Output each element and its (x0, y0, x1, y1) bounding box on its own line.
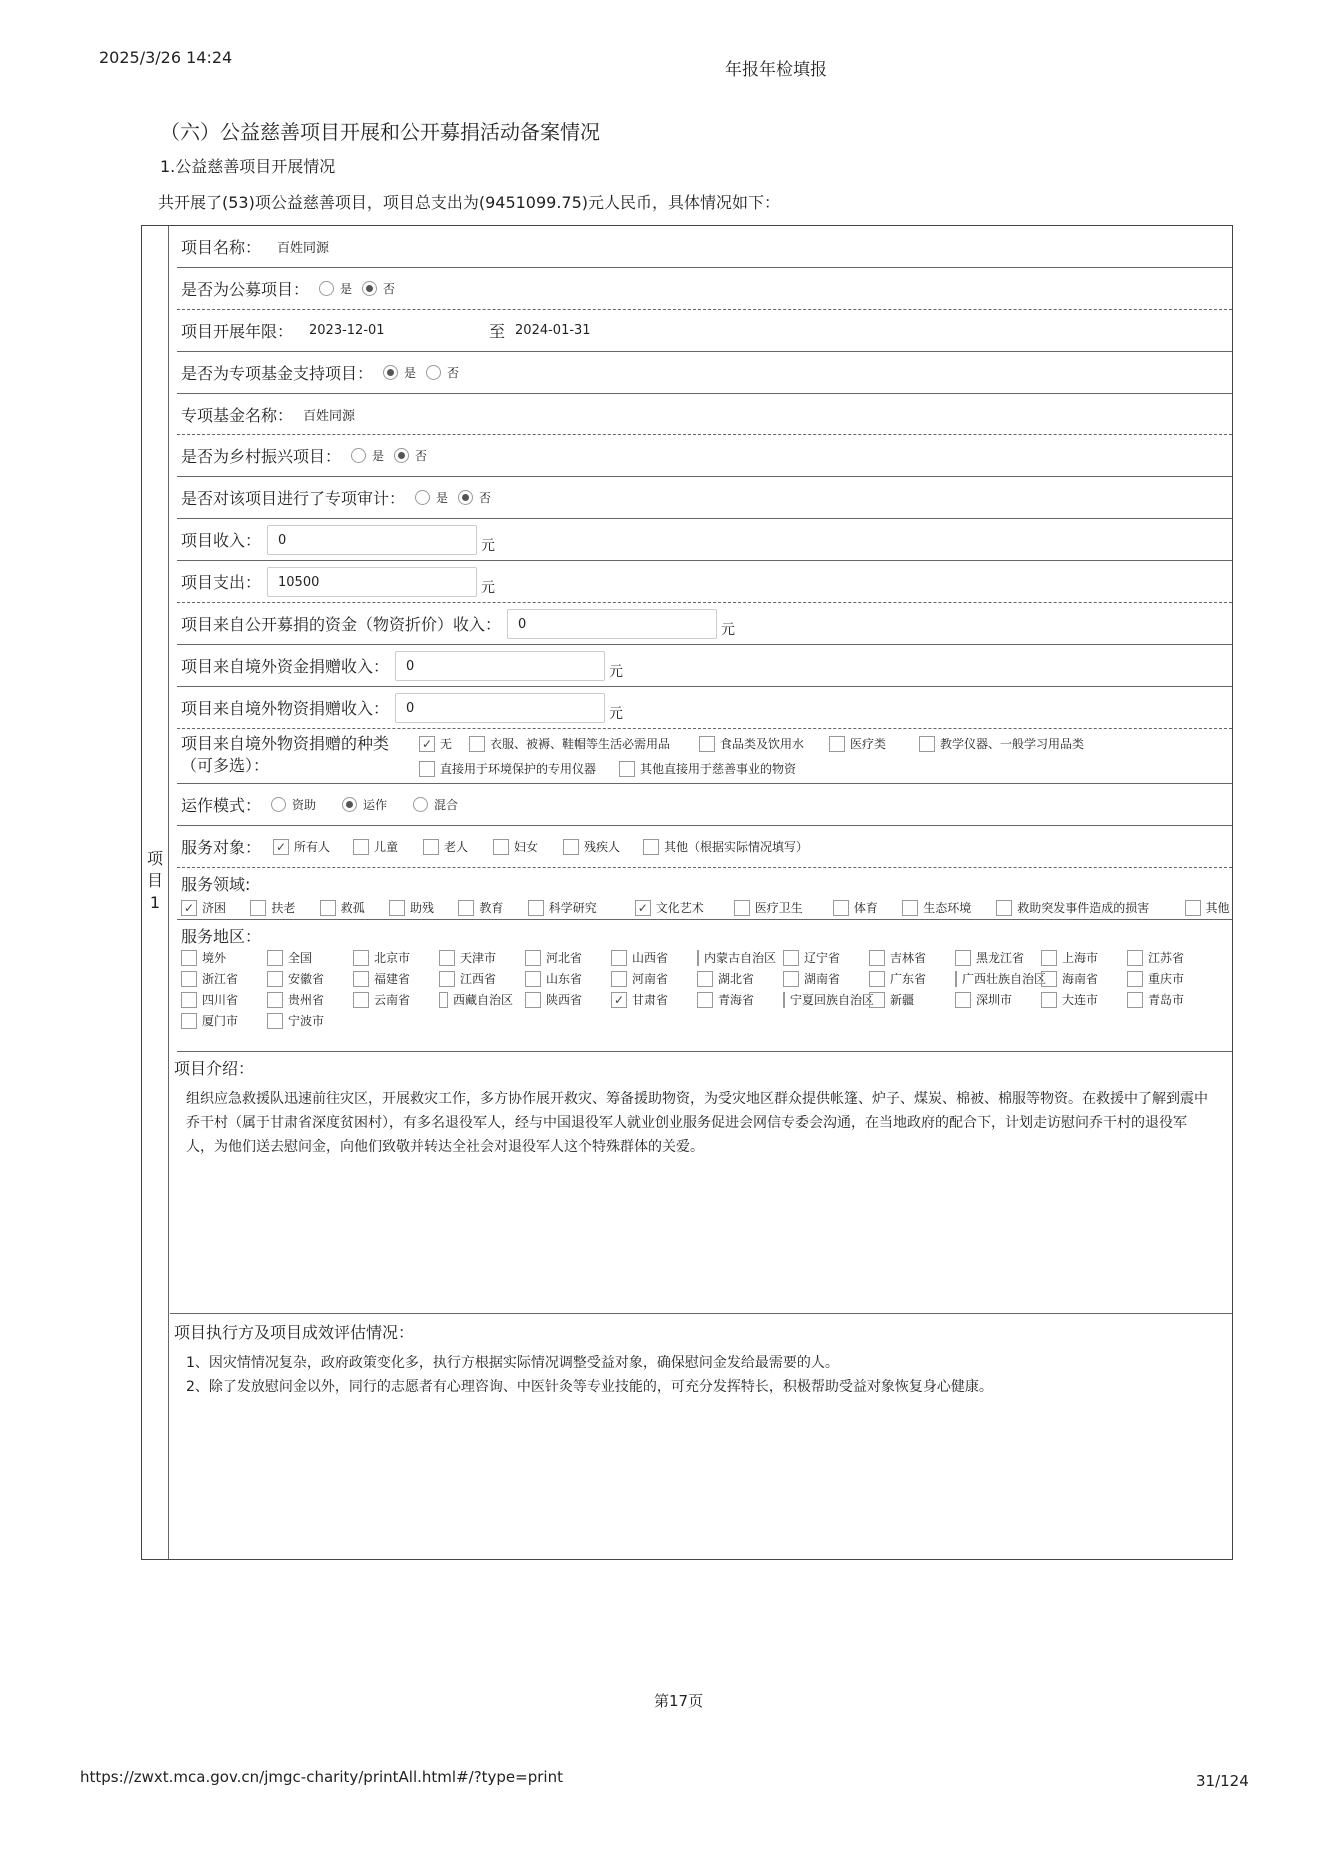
public-raise-input[interactable]: 0 (507, 609, 717, 639)
field-option-label: 体育 (853, 901, 878, 915)
public-fund-yes-label: 是 (340, 282, 353, 296)
target-option[interactable] (551, 838, 631, 855)
region-checkbox[interactable] (525, 971, 541, 987)
field-checkbox[interactable] (320, 900, 336, 916)
income-label: 项目收入： (181, 531, 262, 550)
region-option-label: 深圳市 (976, 993, 1013, 1007)
region-checkbox[interactable]: ✓ (611, 992, 627, 1008)
goods-type-option[interactable] (607, 760, 827, 777)
target-checkbox[interactable] (643, 839, 659, 855)
goods-type-checkbox[interactable] (699, 736, 715, 752)
region-option-label: 西藏自治区 (452, 993, 513, 1007)
regions-label: 服务地区： (181, 927, 262, 946)
goods-type-checkbox[interactable]: ✓ (419, 736, 435, 752)
rural-yes-label: 是 (372, 449, 385, 463)
row-execution (170, 1314, 1232, 1561)
region-option[interactable] (169, 991, 255, 1008)
region-option-label: 云南省 (374, 993, 411, 1007)
goods-type-option-label: 无 (440, 737, 453, 751)
region-option[interactable] (1115, 949, 1201, 966)
field-option[interactable] (984, 899, 1172, 916)
expense-label: 项目支出： (181, 573, 262, 592)
period-start-value[interactable]: 2023-12-01 (309, 323, 385, 338)
rural-yes-radio[interactable] (351, 448, 366, 463)
region-option-label: 上海市 (1062, 951, 1099, 965)
intro-label: 项目介绍： (174, 1059, 255, 1078)
region-option-label: 宁波市 (288, 1014, 325, 1028)
region-option[interactable] (685, 970, 771, 987)
region-option-label: 山东省 (546, 972, 583, 986)
field-option[interactable] (623, 899, 722, 916)
region-option-label: 湖北省 (718, 972, 755, 986)
public-raise-unit: 元 (721, 621, 736, 638)
region-option-label: 内蒙古自治区 (704, 951, 777, 965)
region-checkbox[interactable] (1041, 971, 1057, 987)
goods-types-label-line1: 项目来自境外物资捐赠的种类 (181, 734, 390, 753)
row-mode (177, 784, 1232, 826)
public-raise-label: 项目来自公开募捐的资金（物资折价）收入： (181, 615, 502, 634)
target-option-label: 儿童 (374, 840, 399, 854)
region-option[interactable] (427, 970, 513, 987)
project-name-value[interactable]: 百姓同源 (277, 241, 330, 256)
row-intro (170, 1052, 1232, 1314)
field-option-label: 文化艺术 (655, 901, 704, 915)
target-option[interactable] (481, 838, 551, 855)
region-checkbox[interactable] (1041, 950, 1057, 966)
region-option[interactable] (599, 991, 685, 1008)
region-checkbox[interactable] (1127, 992, 1143, 1008)
income-unit: 元 (481, 537, 496, 554)
foreign-funds-unit: 元 (609, 663, 624, 680)
goods-type-checkbox[interactable] (619, 761, 635, 777)
field-option[interactable] (308, 899, 377, 916)
goods-type-checkbox[interactable] (469, 736, 485, 752)
field-checkbox[interactable]: ✓ (181, 900, 197, 916)
region-option-label: 天津市 (460, 951, 497, 965)
field-checkbox[interactable] (996, 900, 1012, 916)
region-option-label: 海南省 (1062, 972, 1099, 986)
region-option[interactable] (685, 949, 777, 966)
row-fields (177, 868, 1232, 920)
region-option-label: 大连市 (1062, 993, 1099, 1007)
period-to-label: 至 (489, 322, 506, 341)
row-rural (177, 435, 1232, 477)
region-option[interactable] (857, 949, 943, 966)
target-option[interactable] (631, 838, 831, 855)
goods-type-option[interactable] (457, 735, 687, 752)
field-option-label: 科学研究 (548, 901, 597, 915)
region-checkbox[interactable] (1127, 950, 1143, 966)
targets-options (261, 838, 831, 855)
field-option-label: 助残 (410, 901, 435, 915)
rural-no-label: 否 (415, 449, 428, 463)
region-option-label: 河南省 (632, 972, 669, 986)
region-option[interactable] (599, 970, 685, 987)
foreign-funds-input[interactable]: 0 (395, 651, 605, 681)
region-option[interactable] (341, 949, 427, 966)
region-checkbox[interactable] (1041, 992, 1057, 1008)
expense-input[interactable]: 10500 (267, 567, 477, 597)
region-option-label: 黑龙江省 (976, 951, 1025, 965)
goods-type-option[interactable] (907, 735, 1107, 752)
region-checkbox[interactable] (783, 971, 799, 987)
field-option[interactable] (1173, 899, 1232, 916)
special-fund-no-radio[interactable] (426, 365, 441, 380)
field-option[interactable] (890, 899, 984, 916)
region-checkbox[interactable] (1127, 971, 1143, 987)
region-option[interactable] (771, 970, 857, 987)
field-option[interactable] (446, 899, 515, 916)
field-checkbox[interactable] (528, 900, 544, 916)
region-option[interactable] (513, 970, 599, 987)
fund-name-value[interactable]: 百姓同源 (303, 408, 356, 424)
execution-label: 项目执行方及项目成效评估情况： (174, 1323, 415, 1342)
region-checkbox[interactable] (439, 971, 455, 987)
special-fund-no-label: 否 (447, 366, 460, 380)
region-checkbox[interactable] (955, 992, 971, 1008)
print-url[interactable]: https://zwxt.mca.gov.cn/jmgc-charity/printAll.html#/?type=print (80, 1768, 563, 1786)
region-option[interactable] (427, 949, 513, 966)
goods-types-label (181, 729, 426, 777)
region-checkbox[interactable] (697, 950, 699, 966)
region-checkbox[interactable] (525, 992, 541, 1008)
region-option[interactable] (255, 991, 341, 1008)
field-checkbox[interactable] (250, 900, 266, 916)
region-option[interactable] (427, 991, 513, 1008)
region-checkbox[interactable] (439, 950, 455, 966)
region-option[interactable] (857, 991, 943, 1008)
region-option[interactable] (255, 1012, 341, 1029)
region-option[interactable] (1029, 991, 1115, 1008)
target-option[interactable] (261, 838, 341, 855)
region-option[interactable] (771, 991, 875, 1008)
regions-options (169, 949, 1209, 1029)
region-option-label: 江苏省 (1148, 951, 1185, 965)
target-checkbox[interactable] (493, 839, 509, 855)
row-fund-name (177, 394, 1232, 435)
region-option-label: 重庆市 (1148, 972, 1185, 986)
row-special-fund (177, 352, 1232, 394)
region-option-label: 山西省 (632, 951, 669, 965)
field-checkbox[interactable] (734, 900, 750, 916)
project-index-column (142, 226, 169, 1559)
region-option[interactable] (513, 949, 599, 966)
region-checkbox[interactable] (955, 950, 971, 966)
field-option-label: 济困 (202, 901, 227, 915)
goods-types-options (407, 735, 1237, 777)
region-option[interactable] (943, 991, 1029, 1008)
region-option[interactable] (1029, 949, 1115, 966)
execution-line-2: 2、除了发放慰问金以外，同行的志愿者有心理咨询、中医针灸等专业技能的，可充分发挥特长，积极帮助受益对象恢复身心健康。 (186, 1379, 993, 1395)
region-checkbox[interactable] (353, 950, 369, 966)
region-option[interactable] (169, 949, 255, 966)
region-option[interactable] (341, 970, 427, 987)
row-public-fund (177, 268, 1232, 310)
special-fund-yes-radio[interactable] (383, 365, 398, 380)
page-number: 第17页 (654, 1692, 704, 1710)
print-datetime: 2025/3/26 14:24 (99, 48, 233, 67)
region-option-label: 青岛市 (1148, 993, 1185, 1007)
mode-radio[interactable] (342, 797, 357, 812)
region-checkbox[interactable] (783, 992, 785, 1008)
goods-type-option-label: 衣服、被褥、鞋帽等生活必需用品 (490, 737, 671, 751)
region-option-label: 河北省 (546, 951, 583, 965)
region-checkbox[interactable] (267, 1013, 283, 1029)
region-option[interactable] (771, 949, 857, 966)
target-option-label: 妇女 (514, 840, 539, 854)
project-form (141, 225, 1233, 1560)
goods-type-option[interactable] (687, 735, 817, 752)
region-option-label: 广西壮族自治区 (962, 972, 1047, 986)
region-checkbox[interactable] (697, 992, 713, 1008)
goods-type-option-label: 医疗类 (850, 737, 887, 751)
goods-type-option-label: 直接用于环境保护的专用仪器 (440, 762, 597, 776)
region-option-label: 陕西省 (546, 993, 583, 1007)
mode-radio[interactable] (413, 797, 428, 812)
target-checkbox[interactable] (563, 839, 579, 855)
section-title: （六）公益慈善项目开展和公开募捐活动备案情况 (160, 120, 600, 144)
region-checkbox[interactable] (267, 971, 283, 987)
region-option-label: 吉林省 (890, 951, 927, 965)
project-index-label: 项目1 (147, 849, 164, 912)
public-fund-label: 是否为公募项目： (181, 280, 310, 299)
field-option[interactable] (821, 899, 890, 916)
audit-yes-radio[interactable] (415, 490, 430, 505)
field-checkbox[interactable] (1185, 900, 1201, 916)
region-checkbox[interactable] (181, 992, 197, 1008)
page-count: 31/124 (1196, 1772, 1249, 1790)
targets-label: 服务对象： (181, 838, 262, 857)
target-checkbox[interactable]: ✓ (273, 839, 289, 855)
region-checkbox[interactable] (869, 971, 885, 987)
region-option[interactable] (341, 991, 427, 1008)
field-option[interactable] (238, 899, 307, 916)
region-checkbox[interactable] (611, 971, 627, 987)
region-option-label: 安徽省 (288, 972, 325, 986)
field-option-label: 扶老 (271, 901, 296, 915)
region-checkbox[interactable] (869, 950, 885, 966)
goods-type-checkbox[interactable] (419, 761, 435, 777)
mode-radio[interactable] (271, 797, 286, 812)
region-checkbox[interactable] (869, 992, 885, 1008)
rural-label: 是否为乡村振兴项目： (181, 447, 342, 466)
field-option[interactable] (169, 899, 238, 916)
project-summary: 共开展了(53)项公益慈善项目，项目总支出为(9451099.75)元人民币，具体情况如下： (158, 193, 781, 212)
region-option-label: 浙江省 (202, 972, 239, 986)
special-fund-yes-label: 是 (404, 366, 417, 380)
audit-label: 是否对该项目进行了专项审计： (181, 489, 406, 508)
fields-label: 服务领域: (181, 875, 251, 894)
region-option-label: 湖南省 (804, 972, 841, 986)
region-option-label: 青海省 (718, 993, 755, 1007)
region-checkbox[interactable] (353, 992, 369, 1008)
region-option[interactable] (513, 991, 599, 1008)
expense-unit: 元 (481, 579, 496, 596)
mode-options (261, 796, 474, 813)
region-option[interactable] (255, 970, 341, 987)
row-regions (177, 920, 1232, 1052)
region-option-label: 北京市 (374, 951, 411, 965)
target-option-label: 老人 (444, 840, 469, 854)
target-option-label: 其他（根据实际情况填写） (664, 840, 809, 854)
row-project-name (177, 226, 1232, 268)
audit-no-label: 否 (479, 491, 492, 505)
audit-yes-label: 是 (436, 491, 449, 505)
region-checkbox[interactable] (181, 971, 197, 987)
period-end-value[interactable]: 2024-01-31 (515, 323, 591, 338)
region-option[interactable] (1115, 970, 1201, 987)
region-option[interactable] (599, 949, 685, 966)
region-option-label: 广东省 (890, 972, 927, 986)
field-option[interactable] (516, 899, 623, 916)
row-goods-types (177, 729, 1232, 784)
intro-text[interactable]: 组织应急救援队迅速前往灾区，开展救灾工作，多方协作展开救灾、筹备援助物资，为受灾地区群众提供帐篷、炉子、煤炭、棉被、棉服等物资。在救援中了解到震中乔干村（属于甘肃省深度贫困村），有多名退役军人，经与中国退役军人就业创业服务促进会网信专委会沟通，在当地政府的配合下，计划走访慰问乔干村的退役军人，为他们送去慰问金，向他们致敬并转达全社会对退役军人这个特殊群体的关爱。 (186, 1091, 1208, 1155)
field-checkbox[interactable] (833, 900, 849, 916)
foreign-goods-unit: 元 (609, 705, 624, 722)
field-checkbox[interactable] (389, 900, 405, 916)
subsection-title: 1.公益慈善项目开展情况 (160, 157, 336, 176)
income-input[interactable]: 0 (267, 525, 477, 555)
execution-text[interactable] (174, 1343, 1222, 1399)
field-checkbox[interactable] (458, 900, 474, 916)
period-label: 项目开展年限： (181, 322, 294, 341)
goods-type-checkbox[interactable] (919, 736, 935, 752)
row-targets (177, 826, 1232, 868)
region-option[interactable] (857, 970, 943, 987)
region-option-label: 辽宁省 (804, 951, 841, 965)
region-checkbox[interactable] (181, 1013, 197, 1029)
region-option-label: 贵州省 (288, 993, 325, 1007)
goods-type-option-label: 其他直接用于慈善事业的物资 (640, 762, 797, 776)
goods-types-label-line2: （可多选）： (181, 756, 270, 775)
region-checkbox[interactable] (353, 971, 369, 987)
region-checkbox[interactable] (611, 950, 627, 966)
region-option-label: 福建省 (374, 972, 411, 986)
region-option[interactable] (255, 949, 341, 966)
region-option[interactable] (169, 1012, 255, 1029)
region-checkbox[interactable] (525, 950, 541, 966)
region-option-label: 宁夏回族自治区 (790, 993, 875, 1007)
region-checkbox[interactable] (267, 950, 283, 966)
field-option-label: 教育 (479, 901, 504, 915)
execution-line-1: 1、因灾情情况复杂，政府政策变化多，执行方根据实际情况调整受益对象，确保慰问金发给最需要的人。 (186, 1355, 839, 1371)
mode-option-label: 混合 (434, 798, 459, 812)
mode-option-label: 运作 (363, 798, 388, 812)
region-option[interactable] (943, 970, 1047, 987)
field-option-label: 医疗卫生 (754, 901, 803, 915)
foreign-funds-label: 项目来自境外资金捐赠收入： (181, 657, 390, 676)
region-checkbox[interactable] (181, 950, 197, 966)
region-option-label: 厦门市 (202, 1014, 239, 1028)
foreign-goods-input[interactable]: 0 (395, 693, 605, 723)
field-option-label: 救助突发事件造成的损害 (1017, 901, 1150, 915)
fund-name-label: 专项基金名称： (181, 405, 294, 425)
target-option[interactable] (411, 838, 481, 855)
region-option[interactable] (1115, 991, 1201, 1008)
row-period (177, 310, 1232, 352)
foreign-goods-label: 项目来自境外物资捐赠收入： (181, 699, 390, 718)
row-public-raise (177, 603, 1232, 645)
goods-type-option[interactable] (407, 735, 457, 752)
region-option-label: 境外 (202, 951, 227, 965)
goods-type-option-label: 食品类及饮用水 (720, 737, 805, 751)
region-option-label: 江西省 (460, 972, 497, 986)
region-checkbox[interactable] (439, 992, 448, 1008)
field-option-label: 救孤 (340, 901, 365, 915)
public-fund-no-label: 否 (383, 282, 396, 296)
region-option-label: 新疆 (890, 993, 915, 1007)
target-checkbox[interactable] (423, 839, 439, 855)
goods-type-option[interactable] (407, 760, 607, 777)
field-option[interactable] (377, 899, 446, 916)
region-option[interactable] (1029, 970, 1115, 987)
target-option-label: 残疾人 (584, 840, 621, 854)
field-option[interactable] (722, 899, 821, 916)
target-option-label: 所有人 (294, 840, 331, 854)
field-checkbox[interactable]: ✓ (635, 900, 651, 916)
row-expense (177, 561, 1232, 603)
mode-option-label: 资助 (292, 798, 317, 812)
field-option-label: 其他 (1205, 901, 1230, 915)
region-option-label: 甘肃省 (632, 993, 669, 1007)
page-header-title: 年报年检填报 (725, 60, 827, 80)
special-fund-label: 是否为专项基金支持项目： (181, 364, 374, 383)
goods-type-checkbox[interactable] (829, 736, 845, 752)
row-income (177, 519, 1232, 561)
row-foreign-funds (177, 645, 1232, 687)
rural-no-radio[interactable] (394, 448, 409, 463)
fields-options (169, 899, 1232, 916)
region-option[interactable] (685, 991, 771, 1008)
target-option[interactable] (341, 838, 411, 855)
region-option[interactable] (943, 949, 1029, 966)
public-fund-yes-radio[interactable] (319, 281, 334, 296)
field-checkbox[interactable] (902, 900, 918, 916)
project-name-label: 项目名称： (181, 238, 262, 257)
target-checkbox[interactable] (353, 839, 369, 855)
region-checkbox[interactable] (267, 992, 283, 1008)
audit-no-radio[interactable] (458, 490, 473, 505)
goods-type-option[interactable] (817, 735, 907, 752)
goods-type-option-label: 教学仪器、一般学习用品类 (940, 737, 1085, 751)
region-checkbox[interactable] (783, 950, 799, 966)
row-foreign-goods (177, 687, 1232, 729)
region-checkbox[interactable] (955, 971, 957, 987)
field-option-label: 生态环境 (923, 901, 972, 915)
region-option-label: 四川省 (202, 993, 239, 1007)
row-audit (177, 477, 1232, 519)
public-fund-no-radio[interactable] (362, 281, 377, 296)
region-checkbox[interactable] (697, 971, 713, 987)
region-option-label: 全国 (288, 951, 313, 965)
mode-label: 运作模式： (181, 796, 262, 815)
region-option[interactable] (169, 970, 255, 987)
